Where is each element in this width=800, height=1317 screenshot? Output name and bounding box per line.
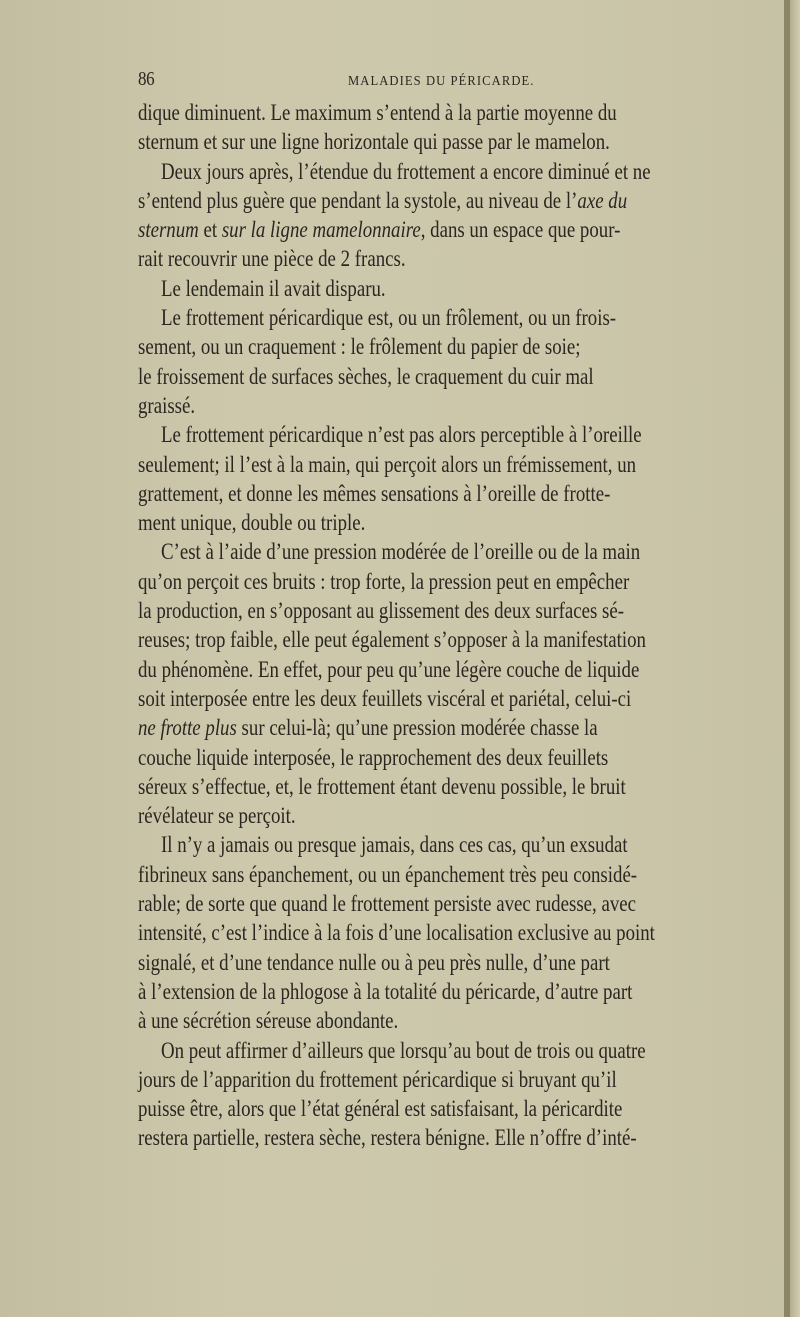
text-segment: graissé. — [138, 392, 196, 418]
text-segment: révélateur se perçoit. — [138, 803, 296, 829]
text-line — [138, 918, 745, 947]
text-line — [138, 98, 745, 127]
text-line — [138, 1094, 745, 1123]
italic-text: sur la ligne mamelonnaire — [221, 217, 421, 243]
text-line — [138, 655, 745, 684]
text-line — [138, 1036, 745, 1065]
text-segment: du phénomène. En effet, pour peu qu’une légère couche de liquide — [138, 656, 640, 682]
text-line — [138, 1123, 745, 1152]
running-head: MALADIES DU PÉRICARDE. — [348, 74, 535, 89]
text-segment: ment unique, double ou triple. — [138, 510, 366, 536]
text-segment: Le frottement péricardique est, ou un frôlement, ou un frois- — [160, 305, 617, 331]
text-segment: restera partielle, restera sèche, restera bénigne. Elle n’offre d’inté- — [138, 1125, 637, 1151]
text-line — [138, 625, 745, 654]
text-segment: rable; de sorte que quand le frottement persiste avec rudesse, avec — [138, 891, 637, 917]
text-segment: sternum et sur une ligne horizontale qui passe par le mamelon. — [138, 129, 610, 155]
page-number: 86 — [138, 68, 155, 90]
text-segment: le froissement de surfaces sèches, le craquement du cuir mal — [138, 363, 594, 389]
text-segment: séreux s’effectue, et, le frottement étant devenu possible, le bruit — [138, 773, 626, 799]
text-line — [138, 244, 745, 273]
text-line — [138, 772, 745, 801]
text-line — [138, 801, 745, 830]
text-segment: à une sécrétion séreuse abondante. — [138, 1008, 399, 1034]
text-segment: s’entend plus guère que pendant la systole, au niveau de l’ — [138, 187, 578, 213]
text-segment: Deux jours après, l’étendue du frottement a encore diminué et ne — [160, 158, 651, 184]
text-segment: qu’on perçoit ces bruits : trop forte, la pression peut en empêcher — [138, 568, 630, 594]
text-line — [138, 860, 745, 889]
text-line — [138, 420, 745, 449]
text-segment: On peut affirmer d’ailleurs que lorsqu’au bout de trois ou quatre — [160, 1037, 646, 1063]
text-line — [138, 450, 745, 479]
text-line — [138, 186, 745, 215]
text-segment: Il n’y a jamais ou presque jamais, dans ces cas, qu’un exsudat — [160, 832, 628, 858]
italic-text: sternum — [138, 217, 199, 243]
text-line — [138, 508, 745, 537]
text-segment: jours de l’apparition du frottement péricardique si bruyant qu’il — [138, 1066, 617, 1092]
text-line — [138, 1006, 745, 1035]
body-text — [138, 98, 800, 1153]
text-segment: à l’extension de la phlogose à la totalité du péricarde, d’autre part — [138, 978, 633, 1004]
italic-text: axe du — [577, 187, 628, 213]
text-segment: reuses; trop faible, elle peut également s’opposer à la manifestation — [138, 627, 646, 653]
text-line — [138, 977, 745, 1006]
text-line — [138, 889, 745, 918]
text-segment: puisse être, alors que l’état général est satisfaisant, la péricardite — [138, 1096, 623, 1122]
text-line — [138, 684, 745, 713]
text-line — [138, 537, 745, 566]
italic-text: ne frotte plus — [138, 715, 237, 741]
text-line — [138, 1065, 745, 1094]
text-line — [138, 157, 745, 186]
text-segment: grattement, et donne les mêmes sensations à l’oreille de frotte- — [138, 480, 611, 506]
text-segment: seulement; il l’est à la main, qui perçoit alors un frémissement, un — [138, 451, 637, 477]
text-line — [138, 274, 745, 303]
text-line — [138, 830, 745, 859]
text-line — [138, 743, 745, 772]
text-segment: couche liquide interposée, le rapprochement des deux feuillets — [138, 744, 609, 770]
text-line — [138, 567, 745, 596]
text-segment: Le frottement péricardique n’est pas alors perceptible à l’oreille — [160, 422, 642, 448]
text-segment: sur celui-là; qu’une pression modérée chasse la — [236, 715, 598, 741]
text-line — [138, 127, 745, 156]
text-line — [138, 596, 745, 625]
text-line — [138, 303, 745, 332]
text-segment: fibrineux sans épanchement, ou un épanchement très peu considé- — [138, 861, 638, 887]
text-line — [138, 391, 745, 420]
text-segment: Le lendemain il avait disparu. — [160, 275, 386, 301]
text-segment: intensité, c’est l’indice à la fois d’une localisation exclusive au point — [138, 920, 655, 946]
text-segment: C’est à l’aide d’une pression modérée de l’oreille ou de la main — [160, 539, 641, 565]
page-header — [138, 68, 788, 94]
text-line — [138, 479, 745, 508]
text-segment: sement, ou un craquement : le frôlement du papier de soie; — [138, 334, 581, 360]
text-line — [138, 332, 745, 361]
text-line — [138, 215, 745, 244]
text-line — [138, 713, 745, 742]
text-line — [138, 362, 745, 391]
text-segment: dique diminuent. Le maximum s’entend à la partie moyenne du — [138, 100, 617, 125]
text-segment: signalé, et d’une tendance nulle ou à peu près nulle, d’une part — [138, 949, 610, 975]
text-segment: rait recouvrir une pièce de 2 francs. — [138, 246, 406, 272]
text-segment: , dans un espace que pour- — [420, 217, 621, 243]
text-line — [138, 948, 745, 977]
text-segment: soit interposée entre les deux feuillets viscéral et pariétal, celui-ci — [138, 685, 632, 711]
text-segment: et — [198, 217, 222, 243]
text-segment: la production, en s’opposant au glissement des deux surfaces sé- — [138, 598, 625, 624]
